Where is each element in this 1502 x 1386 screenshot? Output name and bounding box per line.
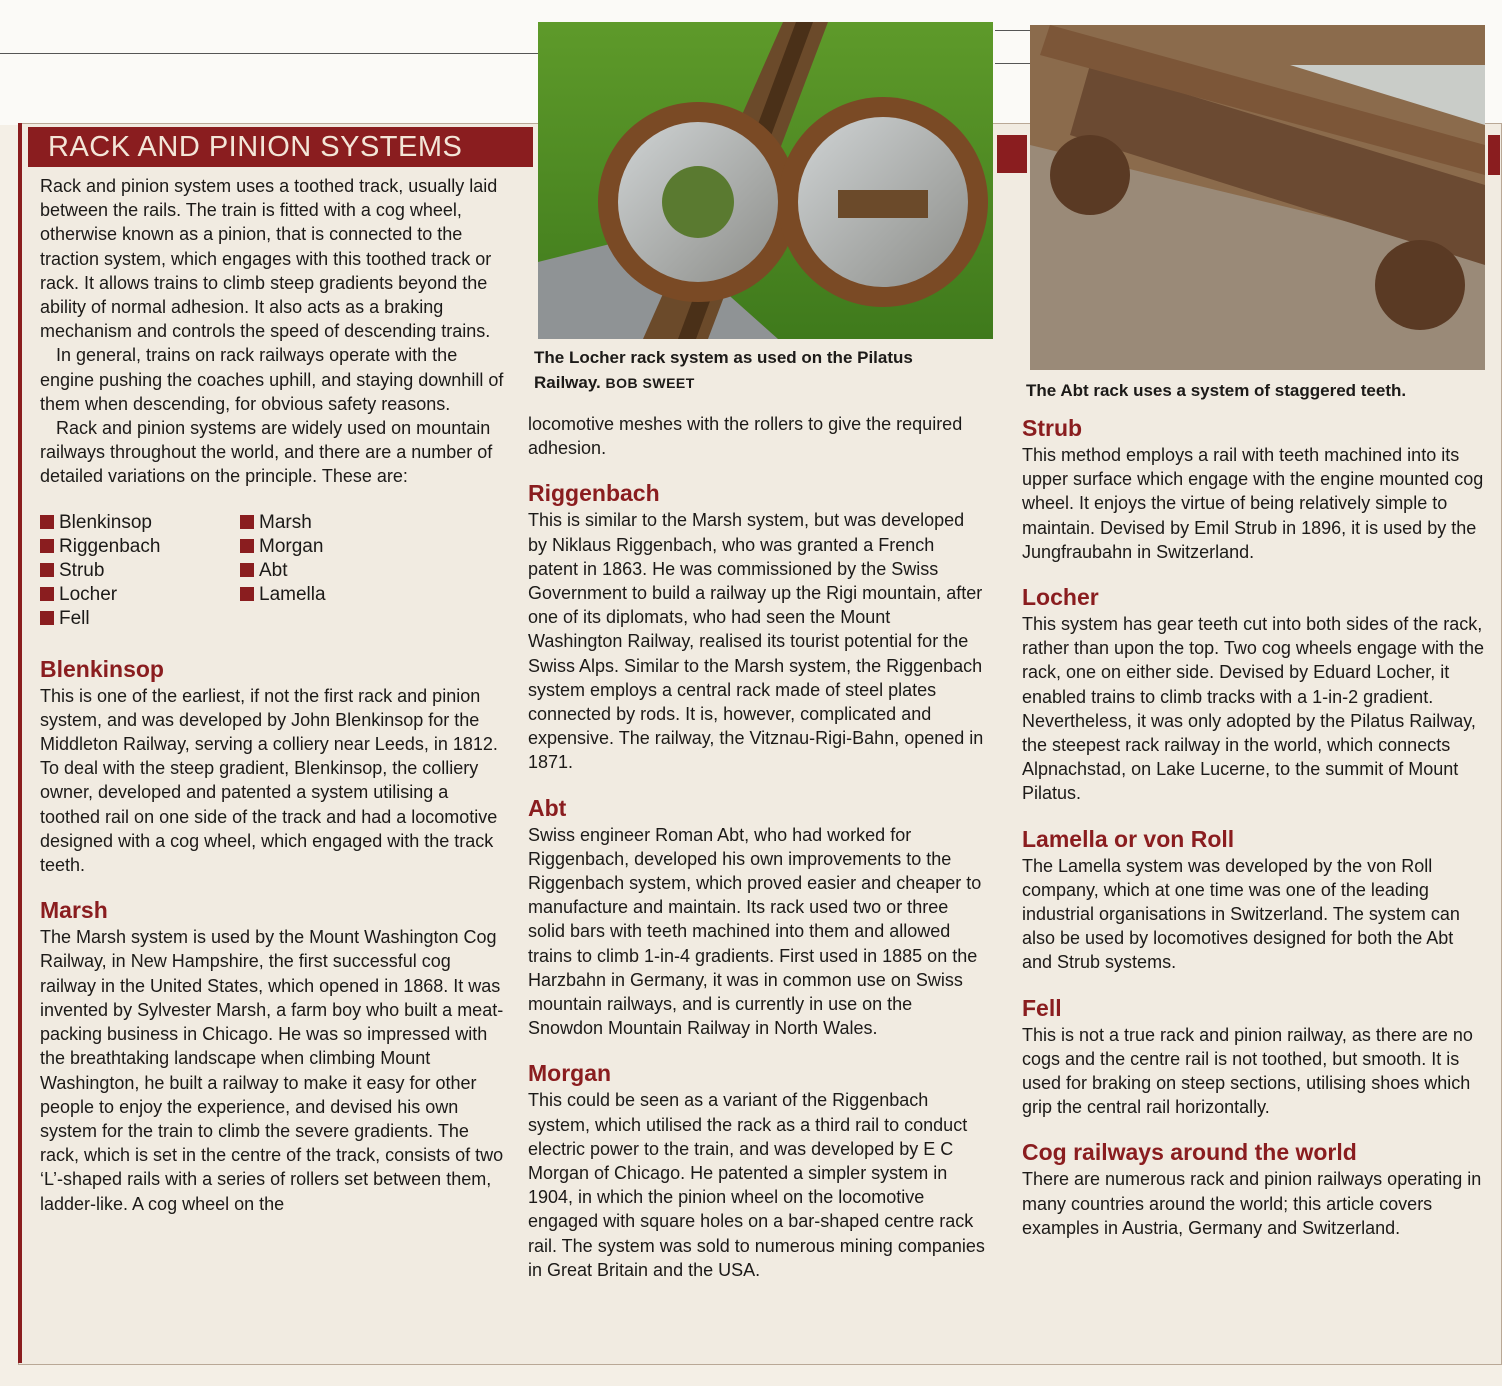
- section-body: This system has gear teeth cut into both sides of the rack, rather than upon the top. Two cog wheels engage with the rack, one on either side. Devised by Eduard Locher, it enabled trains to climb tracks with a 1-in-2 gradient. Nevertheless, it was only adopted by the Pilatus Railway, the steepest rack railway in the world, which connects Alpnachstad, on Lake Lucerne, to the summit of Mount Pilatus.: [1022, 614, 1484, 804]
- list-item: Locher: [40, 583, 240, 607]
- header-rule: [0, 53, 538, 54]
- header-rule: [995, 63, 1030, 64]
- locher-rack-photo: [538, 22, 993, 339]
- column-left: [40, 174, 506, 1216]
- systems-list: [40, 511, 506, 632]
- section-body: The Marsh system is used by the Mount Washington Cog Railway, in New Hampshire, the first successful cog railway in the United States, which opened in 1868. It was invented by Sylvester Marsh, a farm boy who built a meat-packing business in Chicago. He was so impressed with the breathtaking landscape when climbing Mount Washington, he built a railway to make it easy for other people to enjoy the experience, and devised his own system for the train to climb the severe gradients. The rack, which is set in the centre of the track, consists of two ‘L’-shaped rails with a series of rollers set between them, ladder-like. A cog wheel on the: [40, 927, 504, 1214]
- section-heading: Blenkinsop: [40, 655, 164, 682]
- bullet-icon: [40, 587, 54, 601]
- list-item: Lamella: [240, 583, 440, 607]
- column-middle: [528, 412, 986, 1282]
- section-body: This is one of the earliest, if not the first rack and pinion system, and was developed by John Blenkinsop for the Middleton Railway, serving a colliery near Leeds, in 1812. To deal with the steep gradient, Blenkinsop, the colliery owner, developed and patented a system utilising a toothed rail on one side of the track and had a locomotive designed with a cog wheel, which engaged with the track teeth.: [40, 685, 498, 876]
- section-body: This is similar to the Marsh system, but was developed by Niklaus Riggenbach, who was granted a French patent in 1863. He was commissioned by the Swiss Government to build a railway up the Rigi mountain, after one of its diplomats, who had seen the Mount Washington Railway, realised its tourist potential for the Swiss Alps. Similar to the Marsh system, the Riggenbach system employs a central rack made of steel plates connected by rods. It is, however, complicated and expensive. The railway, the Vitznau-Rigi-Bahn, opened in 1871.: [528, 510, 984, 773]
- section-body: This is not a true rack and pinion railway, as there are no cogs and the centre rail is not toothed, but smooth. It is used for braking on steep sections, utilising shoes which grip the central rail horizontally.: [1022, 1024, 1473, 1118]
- bullet-icon: [40, 515, 54, 529]
- list-item: Fell: [40, 607, 240, 631]
- bullet-icon: [240, 515, 254, 529]
- page-title: RACK AND PINION SYSTEMS: [28, 127, 533, 167]
- section-body: There are numerous rack and pinion railways operating in many countries around the world; this article covers examples in Austria, Germany and Switzerland.: [1022, 1169, 1482, 1238]
- decorative-stripe: [1488, 135, 1500, 175]
- decorative-stripe: [997, 135, 1027, 173]
- bullet-icon: [40, 611, 54, 625]
- list-item: Blenkinsop: [40, 511, 240, 535]
- bullet-icon: [40, 563, 54, 577]
- column-right: [1022, 413, 1488, 1240]
- intro-paragraph: In general, trains on rack railways operate with the engine pushing the coaches uphill, and staying downhill of them when descending, for obvious safety reasons.: [40, 345, 504, 414]
- locher-photo-caption: [534, 345, 984, 396]
- bullet-icon: [240, 563, 254, 577]
- section-body: This could be seen as a variant of the Riggenbach system, which utilised the rack as a third rail to conduct electric power to the train, and was developed by E C Morgan of Chicago. He patented a simpler system in 1904, in which the pinion wheel on the locomotive engaged with square holes on a bar-shaped centre rack rail. The system was sold to numerous mining companies in Great Britain and the USA.: [528, 1090, 985, 1280]
- section-body: The Lamella system was developed by the von Roll company, which at one time was one of the leading industrial organisations in Switzerland. The system can also be used by locomotives designed for both the Abt and Strub systems.: [1022, 855, 1460, 973]
- intro-paragraph: Rack and pinion system uses a toothed track, usually laid between the rails. The train is fitted with a cog wheel, otherwise known as a pinion, that is connected to the traction system, which engages with this toothed track or rack. It allows trains to climb steep gradients beyond the ability of normal adhesion. It also acts as a braking mechanism and controls the speed of descending trains.: [40, 176, 498, 342]
- list-item: Marsh: [240, 511, 440, 535]
- abt-rack-photo: [1030, 25, 1485, 370]
- section-heading: Riggenbach: [528, 480, 660, 507]
- list-item: Strub: [40, 559, 240, 583]
- list-item: Riggenbach: [40, 535, 240, 559]
- section-heading: Strub: [1022, 415, 1083, 441]
- section-heading: Abt: [528, 794, 567, 821]
- abt-photo-caption: The Abt rack uses a system of staggered teeth.: [1026, 381, 1407, 400]
- list-item: Abt: [240, 559, 440, 583]
- intro-paragraph: Rack and pinion systems are widely used on mountain railways throughout the world, and there are a number of detailed variations on the principle. These are:: [40, 418, 493, 487]
- section-body: Swiss engineer Roman Abt, who had worked for Riggenbach, developed his own improvements to the Riggenbach system, which proved easier and cheaper to manufacture and maintain. Its rack used two or three solid bars with teeth machined into them and allowed trains to climb 1-in-4 gradients. First used in 1885 on the Harzbahn in Germany, it was in common use on Swiss mountain railways, and is currently in use on the Snowdon Mountain Railway in North Wales.: [528, 824, 982, 1039]
- cog-wheels-image: [538, 22, 993, 339]
- caption-text: The Locher rack system as used on the Pilatus Railway.: [534, 348, 913, 392]
- section-heading: Locher: [1022, 584, 1099, 611]
- section-body: This method employs a rail with teeth machined into its upper surface which engage with the engine mounted cog wheel. It enjoys the virtue of being relatively simple to maintain. Devised by Emil Strub in 1896, it is used by the Jungfraubahn in Switzerland.: [1022, 445, 1484, 562]
- section-body: locomotive meshes with the rollers to give the required adhesion.: [528, 414, 963, 459]
- section-heading: Marsh: [40, 897, 108, 924]
- bullet-icon: [240, 539, 254, 553]
- panel-edge: [18, 123, 22, 1363]
- list-item: Morgan: [240, 535, 440, 559]
- section-heading: Fell: [1022, 994, 1062, 1021]
- section-heading: Cog railways around the world: [1022, 1139, 1357, 1166]
- photo-credit: BOB SWEET: [605, 375, 695, 391]
- section-heading: Morgan: [528, 1060, 612, 1087]
- header-rule: [995, 30, 1030, 31]
- staggered-teeth-image: [1030, 25, 1485, 370]
- section-heading: Lamella or von Roll: [1022, 825, 1235, 852]
- bullet-icon: [240, 587, 254, 601]
- bullet-icon: [40, 539, 54, 553]
